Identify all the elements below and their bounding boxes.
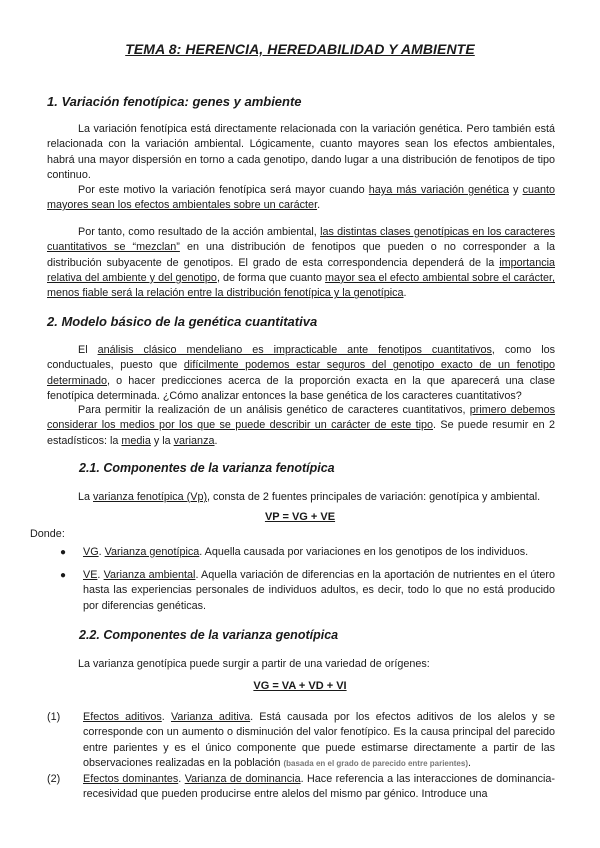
section-2-2-paragraph: La varianza genotípica puede surgir a partir de una variedad de orígenes: — [78, 658, 430, 670]
section-2-1-paragraph: La varianza fenotípica (Vp), consta de 2 fuentes principales de variación: genotípica y ambiental. — [78, 491, 541, 503]
section-1-paragraph-2: Por este motivo la variación fenotípica será mayor cuando haya más variación genética y cuanto mayores sean los efectos ambientales sobre un carácter. — [47, 184, 555, 212]
section-2-1-heading: 2.1. Componentes de la varianza fenotípica — [79, 461, 335, 475]
bullet-icon: ● — [60, 547, 67, 558]
donde-label: Donde: — [30, 528, 65, 540]
document-page: TEMA 8: HERENCIA, HEREDABILIDAD Y AMBIENTE 1. Variación fenotípica: genes y ambiente La variación fenotípica está directamente relacionada con la variación genética. Pero también está relacionada con la variación ambiental. Lógicamente, cuanto mayores sean los efectos ambientales, habrá una mayor dispersión en torno a cada genotipo, dando lugar a una distribución de fenotipos de tipo continuo. Por este motivo la variación fenotípica será mayor cuando haya más variación genética y cuanto mayores sean los efectos ambientales sobre un carácter. Por tanto, como resultado de la acción ambiental, las distintas clases genotípicas en los caracteres cuantitativos se “mezclan” en una distribución de fenotipos que pueden o no corresponder a la distribución subyacente de genotipos. El grado de esta correspondencia dependerá de la importancia relativa del ambiente y del genotipo, de forma que cuanto mayor sea el efecto ambiental sobre el carácter, menos fiable será la relación entre la distribución fenotípica y la genotípica. 2. Modelo básico de la genética cuantitativa El análisis clásico mendeliano es impracticable ante fenotipos cuantitativos, como los conductuales, puesto que difícilmente podemos estar seguros del genotipo exacto de un fenotipo determinado, o hacer predicciones acerca de la proporción exacta en la que aparecerá una clase fenotípica determinada. ¿Cómo analizar entonces la base genética de los caracteres cuantitativos? Para permitir la realización de un análisis genético de caracteres cuantitativos, primero debemos considerar los medios por los que se puede describir un carácter de este tipo. Se puede resumir en 2 estadísticos: la media y la varianza. 2.1. Componentes de la varianza fenotípica La varianza fenotípica (Vp), consta de 2 fuentes principales de variación: genotípica y ambiental. VP = VG + VE Donde: ● VG. Varianza genotípica. Aquella causada por variaciones en los genotipos de los individuos. ● VE. Varianza ambiental. Aquella variación de diferencias en la aportación de nutrientes en el útero hasta las experiencias personales de individuos adultos, es decir, todo lo que no está producido por diferencias genéticas. 2.2. Componentes de la varianza genotípica La varianza genotípica puede surgir a partir de una variedad de orígenes: VG = VA + VD + VI (1) Efectos aditivos. Varianza aditiva. Está causada por los efectos aditivos de los alelos y se corresponde con un aumento o disminución del valor fenotípico. Es la causa principal del parecido entre parientes y es el único componente que puede estimarse directamente a partir de las observaciones realizadas en la población (basada en el grado de parecido entre parientes). (2) Efectos dominantes. Varianza de dominancia. Hace referencia a las interacciones de dominancia-recesividad que pueden producirse entre alelos del mismo par génico. Introduce una — [0, 0, 600, 848]
section-2-heading: 2. Modelo básico de la genética cuantitativa — [47, 314, 318, 329]
section-1-paragraph-1: La variación fenotípica está directamente relacionada con la variación genética. Pero también está relacionada con la variación ambiental. Lógicamente, cuanto mayores sean los efectos ambientales, habrá una mayor dispersión en torno a cada genotipo, dando lugar a una distribución de fenotipos de tipo continuo. — [47, 123, 555, 181]
phenotypic-variance-formula: VP = VG + VE — [264, 511, 336, 523]
section-2-paragraph-2: Para permitir la realización de un análisis genético de caracteres cuantitativos, primero debemos considerar los medios por los que se puede describir un carácter de este tipo. Se puede resumir en 2 estadísticos: la media y la varianza. — [47, 404, 556, 447]
section-2-2-heading: 2.2. Componentes de la varianza genotípica — [79, 628, 339, 642]
section-1-heading: 1. Variación fenotípica: genes y ambiente — [47, 94, 302, 109]
section-1-paragraph-3: Por tanto, como resultado de la acción ambiental, las distintas clases genotípicas en los caracteres cuantitativos se “mezclan” en una distribución de fenotipos que pueden o no corresponder a la distribución subyacente de genotipos. El grado de esta correspondencia dependerá de la importancia relativa del ambiente y del genotipo, de forma que cuanto mayor sea el efecto ambiental sobre el carácter, menos fiable será la relación entre la distribución fenotípica y la genotípica. — [47, 226, 556, 300]
section-2-paragraph-1: El análisis clásico mendeliano es impracticable ante fenotipos cuantitativos, como los conductuales, puesto que difícilmente podemos estar seguros del genotipo exacto de un fenotipo determinado, o hacer predicciones acerca de la proporción exacta en la que aparecerá una clase fenotípica determinada. ¿Cómo analizar entonces la base genética de los caracteres cuantitativos? — [47, 344, 556, 402]
genotypic-variance-formula: VG = VA + VD + VI — [253, 680, 347, 692]
document-title: TEMA 8: HERENCIA, HEREDABILIDAD Y AMBIENTE — [125, 41, 475, 57]
bullet-icon: ● — [60, 570, 67, 581]
